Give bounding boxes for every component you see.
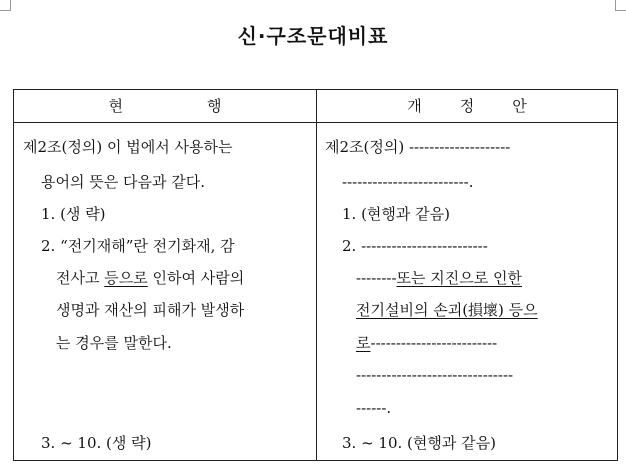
proposed-line-5: --------또는 지진으로 인한: [356, 269, 523, 287]
proposed-line-8: -------------------------------: [356, 366, 514, 384]
proposed-line-4: 2. -------------------------: [342, 237, 488, 255]
header-current-char-1: 현: [108, 97, 123, 115]
proposed-line-10: 3. ~ 10. (현행과 같음): [342, 434, 496, 452]
current-line-3: 1. (생 략): [41, 205, 106, 223]
proposed-line-9: ------.: [356, 399, 392, 417]
current-line-8: 3. ~ 10. (생 략): [41, 434, 152, 452]
current-line-5: 전사고 등으로 인하여 사람의: [56, 269, 245, 287]
document-title: 신·구조문대비표: [237, 24, 389, 48]
proposed-underlined-text-3: 로: [356, 334, 371, 352]
header-proposed: [316, 90, 618, 122]
current-line-4: 2. “전기재해”란 전기화재, 감: [41, 237, 235, 255]
proposed-underlined-text-1: 또는 지진으로 인한: [396, 269, 523, 287]
proposed-line-3: 1. (현행과 같음): [342, 205, 451, 223]
page-corner-mark-right: [615, 0, 626, 11]
column-divider: [316, 90, 317, 460]
header-proposed-char-1: 개: [407, 97, 422, 115]
current-line-1: 제2조(정의) 이 법에서 사용하는: [23, 138, 233, 156]
proposed-line-7: 로-------------------------: [356, 334, 498, 352]
page-corner-mark-left: [0, 0, 11, 11]
current-line-6: 생명과 재산의 피해가 발생하: [56, 301, 245, 319]
header-proposed-char-3: 안: [512, 97, 527, 115]
proposed-line-2: -------------------------.: [342, 173, 474, 191]
header-proposed-char-2: 정: [459, 97, 475, 115]
proposed-line-6: 전기설비의 손괴(損壞) 등으: [356, 301, 538, 319]
proposed-line-1: 제2조(정의) --------------------: [325, 138, 511, 156]
header-current-char-2: 행: [207, 97, 222, 115]
current-underlined-text: 등으로: [104, 269, 148, 287]
current-line-2: 용어의 뜻은 다음과 같다.: [41, 173, 205, 191]
header-current: [14, 90, 316, 122]
current-line-7: 는 경우를 말한다.: [56, 334, 172, 352]
comparison-table: [13, 89, 618, 461]
